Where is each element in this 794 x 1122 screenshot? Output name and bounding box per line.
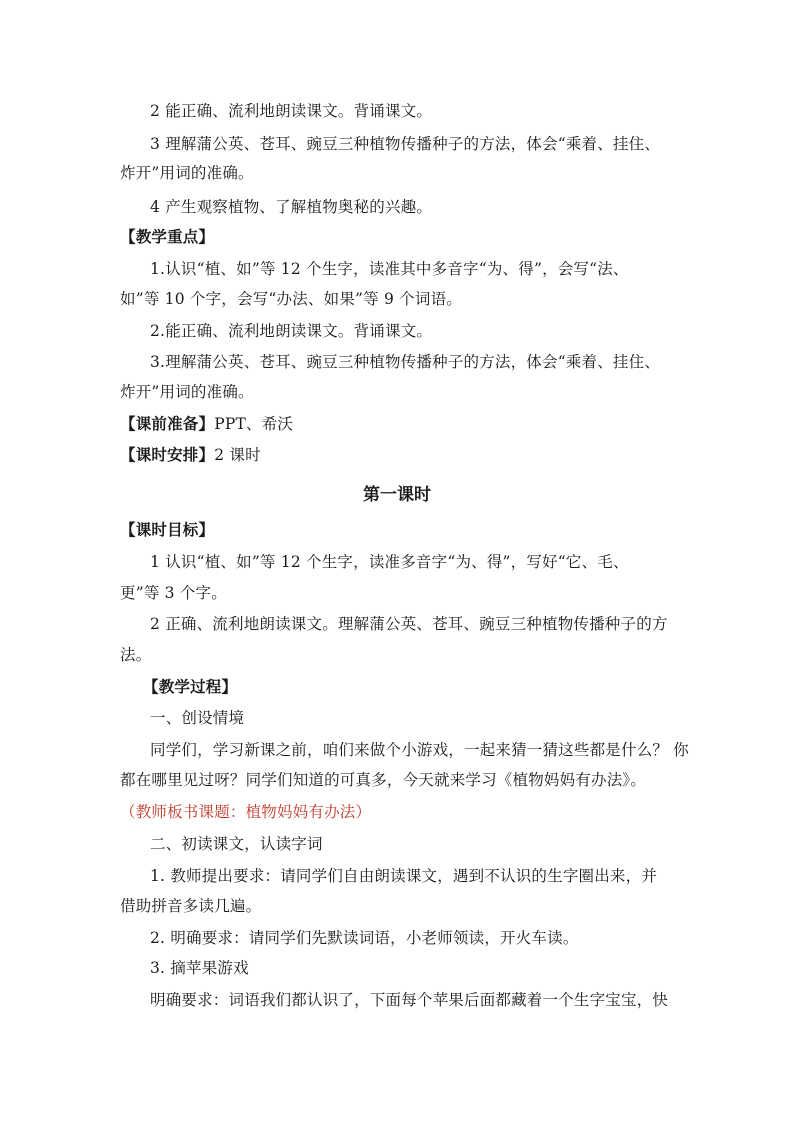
key-point-3: 3.理解蒲公英、苍耳、豌豆三种植物传播种子的方法，体会“乘着、挂住、: [150, 353, 661, 371]
intro-paragraph-cont: 都在哪里见过呀？同学们知道的可真多，今天就来学习《植物妈妈有办法》。: [120, 771, 647, 789]
step-1-heading: 一、创设情境: [150, 709, 245, 727]
objective-3-cont: 炸开”用词的准确。: [120, 164, 254, 182]
section-heading-lesson-goals: 【课时目标】: [120, 520, 215, 539]
key-point-3-cont: 炸开”用词的准确。: [120, 383, 254, 401]
step-2-item-2: 2. 明确要求：请同学们先默读词语，小老师领读，开火车读。: [150, 929, 579, 947]
preparation-line: [120, 414, 682, 434]
key-point-1: 1.认识“植、如”等 12 个生字，读准其中多音字“为、得”，会写“法、: [150, 260, 629, 278]
step-2-heading: 二、初读课文，认读字词: [150, 835, 323, 853]
lesson-goal-1: 1 认识“植、如”等 12 个生字，读准多音字“为、得”，写好“它、毛、: [150, 553, 629, 571]
section-heading-schedule: 【课时安排】: [120, 445, 215, 464]
intro-paragraph: 同学们，学习新课之前，咱们来做个小游戏，一起来猜一猜这些都是什么？ 你: [150, 741, 689, 759]
board-note: （教师板书课题：植物妈妈有办法）: [120, 803, 372, 821]
schedule-line: [120, 445, 682, 465]
key-point-2: 2.能正确、流利地朗读课文。背诵课文。: [150, 322, 433, 340]
section-heading-process: 【教学过程】: [143, 677, 238, 696]
key-point-1-cont: 如”等 10 个字，会写“办法、如果”等 9 个词语。: [120, 290, 462, 308]
objective-2: 2 能正确、流利地朗读课文。背诵课文。: [150, 102, 433, 120]
objective-4: 4 产生观察植物、了解植物奥秘的兴趣。: [150, 198, 433, 216]
step-2-item-1: 1. 教师提出要求：请同学们自由朗读课文，遇到不认识的生字圈出来，并: [150, 867, 658, 885]
objective-3: 3 理解蒲公英、苍耳、豌豆三种植物传播种子的方法，体会“乘着、挂住、: [150, 135, 661, 153]
preparation-value: PPT、希沃: [214, 415, 294, 433]
game-instruction: 明确要求：词语我们都认识了，下面每个苹果后面都藏着一个生字宝宝，快: [150, 991, 669, 1009]
lesson-goal-2: 2 正确、流利地朗读课文。理解蒲公英、苍耳、豌豆三种植物传播种子的方: [150, 615, 668, 633]
lesson-goal-2-cont: 法。: [120, 646, 152, 664]
lesson-goal-1-cont: 更”等 3 个字。: [120, 584, 227, 602]
step-2-item-3: 3. 摘苹果游戏: [150, 959, 249, 977]
schedule-value: 2 课时: [214, 446, 261, 464]
section-heading-key-points: 【教学重点】: [120, 227, 215, 246]
step-2-item-1-cont: 借助拼音多读几遍。: [120, 897, 262, 915]
section-heading-preparation: 【课前准备】: [120, 414, 215, 433]
lesson-title: 第一课时: [363, 485, 431, 505]
